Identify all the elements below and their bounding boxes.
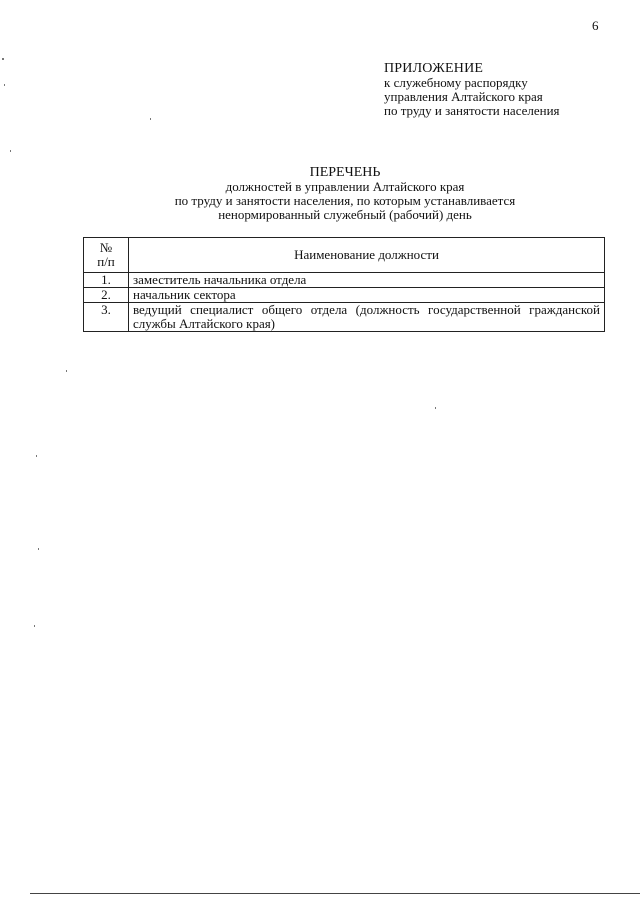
scan-bottom-edge (30, 893, 640, 894)
scan-speck (2, 58, 4, 60)
document-title (130, 166, 560, 222)
scan-speck (435, 407, 436, 409)
title-line: ненормированный служебный (рабочий) день (218, 207, 472, 222)
appendix-heading: ПРИЛОЖЕНИЕ (384, 61, 484, 76)
header-name: Наименование должности (129, 238, 605, 273)
row-name: заместитель начальника отдела (129, 273, 605, 288)
row-num: 2. (84, 288, 129, 303)
title-main: ПЕРЕЧЕНЬ (309, 165, 381, 180)
table-row (84, 303, 605, 332)
scan-speck (36, 455, 37, 457)
row-num: 1. (84, 273, 129, 288)
scan-speck (10, 150, 11, 152)
scan-speck (66, 370, 67, 372)
row-name: ведущий специалист общего отдела (должность государственной гражданской службы Алтайского края) (129, 303, 605, 332)
row-num: 3. (84, 303, 129, 332)
header-num-symbol: № (99, 240, 113, 255)
title-line: по труду и занятости населения, по которым устанавливается (174, 193, 516, 208)
title-line: должностей в управлении Алтайского края (225, 179, 465, 194)
scan-speck (150, 118, 151, 120)
table-row (84, 288, 605, 303)
table-header-row (84, 238, 605, 273)
appendix-line: по труду и занятости населения (384, 103, 560, 118)
positions-table (83, 237, 605, 332)
scan-speck (4, 84, 5, 86)
scan-speck (38, 548, 39, 550)
appendix-block (384, 62, 560, 118)
table-row (84, 273, 605, 288)
header-num-abbr: п/п (97, 254, 115, 269)
header-num (84, 238, 129, 273)
row-name: начальник сектора (129, 288, 605, 303)
page-number: 6 (592, 18, 599, 33)
appendix-line: управления Алтайского края (384, 89, 543, 104)
appendix-line: к служебному распорядку (384, 75, 528, 90)
scan-speck (34, 625, 35, 627)
